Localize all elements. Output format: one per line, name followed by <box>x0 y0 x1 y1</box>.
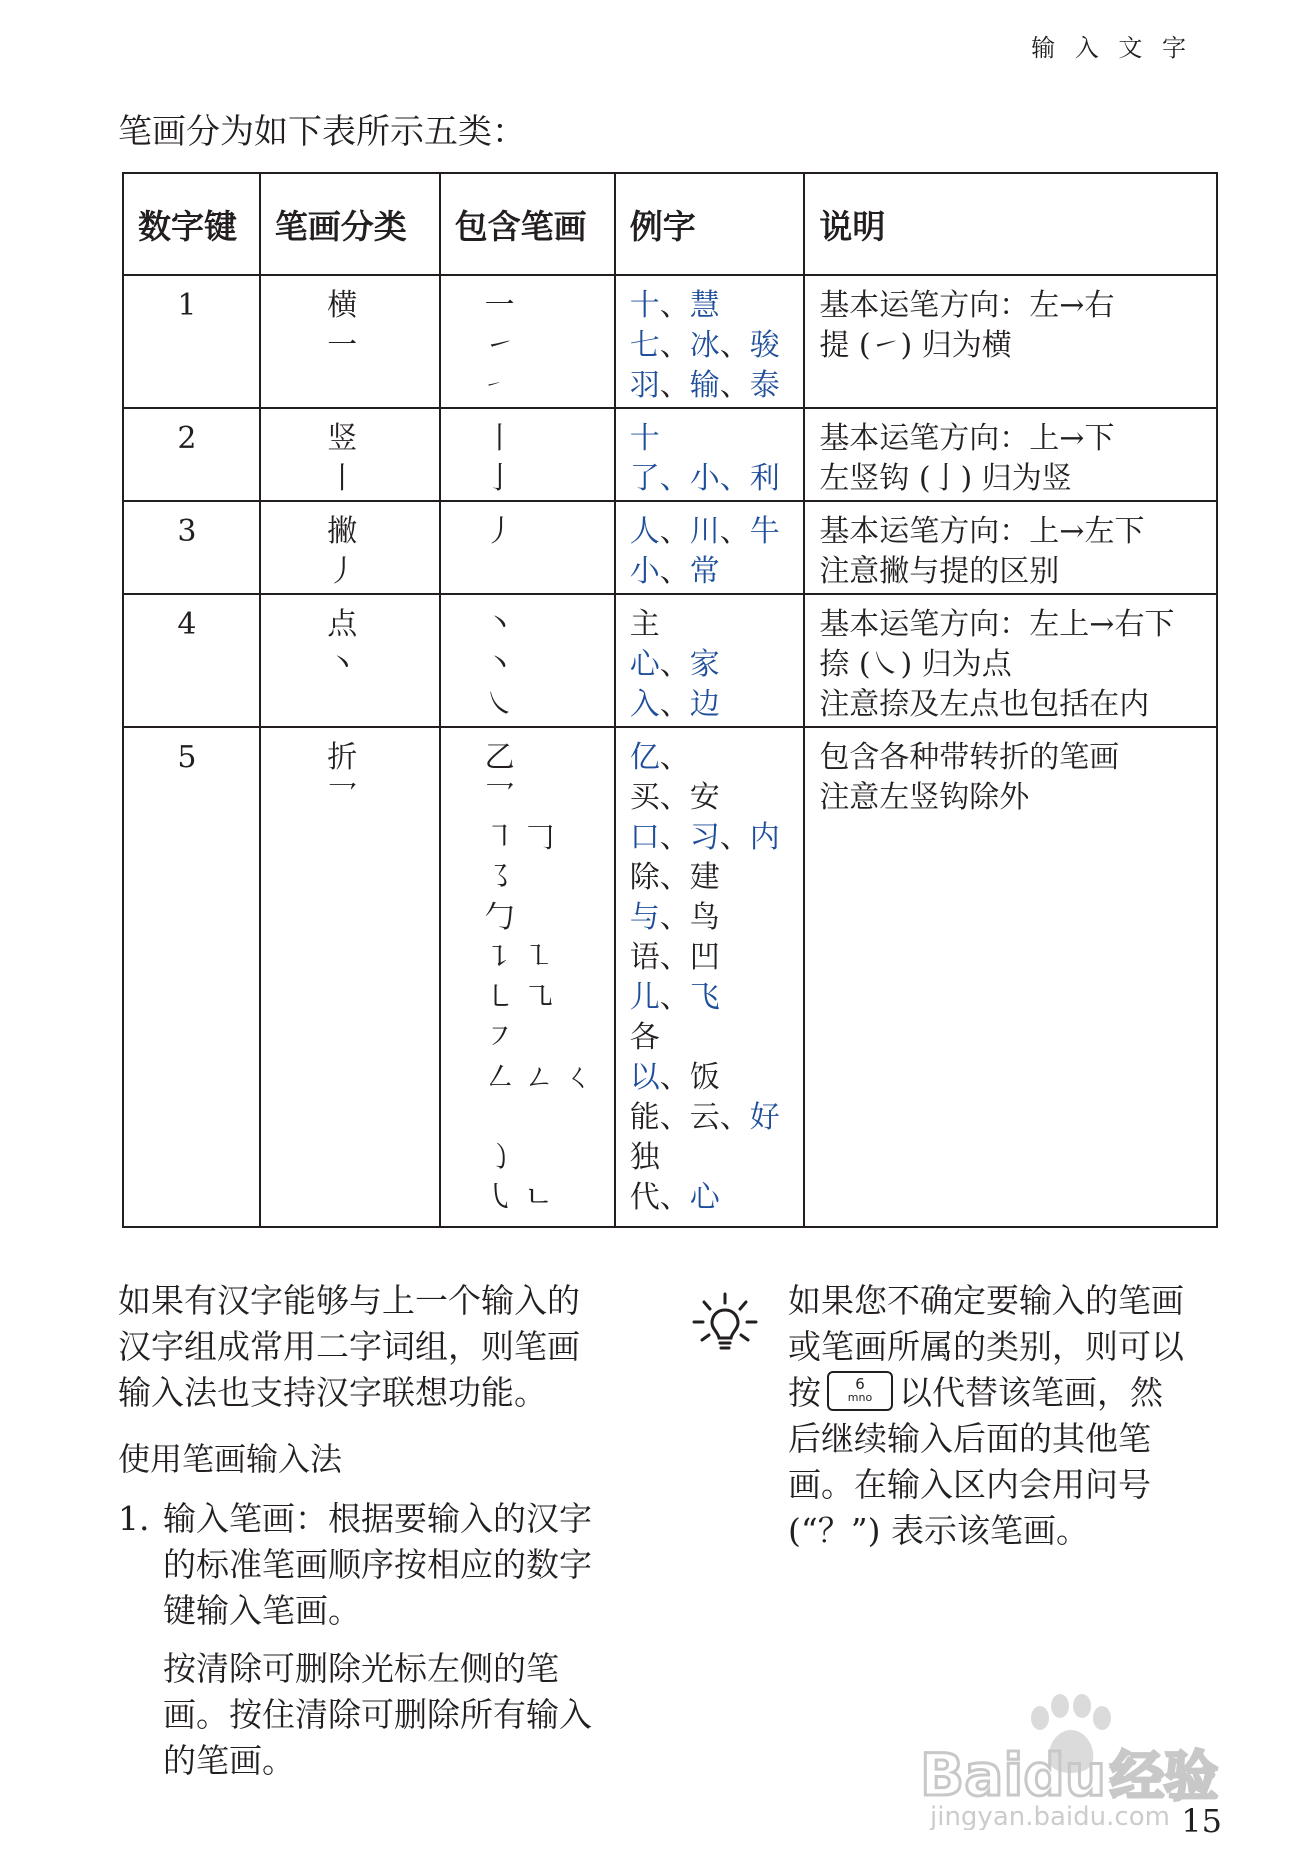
key-6-icon: 6 mno <box>827 1371 893 1411</box>
header-cell: 笔画分类 <box>260 173 440 275</box>
note-line: 包含各种带转折的笔画 <box>819 740 1120 775</box>
stroke: ㇊ ㇅ <box>484 940 555 975</box>
category-stroke: 丨 <box>327 461 358 496</box>
example-line: 以、饭 <box>629 1060 720 1095</box>
clear-key-label: 清除 <box>295 1695 361 1734</box>
note-line: 基本运笔方向：左上→右下 <box>819 607 1175 642</box>
example-line: 十 <box>629 421 660 456</box>
note-line: 基本运笔方向：上→下 <box>819 421 1115 456</box>
stroke: 一 <box>484 288 515 323</box>
stroke: ㇌ <box>484 860 515 895</box>
paragraph <box>118 1278 648 1416</box>
text-line: (“？”) 表示该笔画。 <box>788 1511 1089 1550</box>
stroke: ㇀ <box>484 375 503 396</box>
text-line: 画。按住清除可删除所有输入 <box>163 1695 592 1734</box>
text-line: 按清除可删除光标左侧的笔 <box>163 1649 559 1688</box>
note-line: 注意撇与提的区别 <box>819 554 1060 589</box>
note-line: 注意捺及左点也包括在内 <box>819 687 1150 722</box>
strokes-cell <box>440 594 615 727</box>
stroke: 丶 <box>484 647 515 682</box>
key-cell: 5 <box>123 727 260 1227</box>
category-stroke: 乛 <box>327 780 358 815</box>
stroke: 亅 <box>484 461 515 496</box>
example-line: 语、凹 <box>629 940 720 975</box>
category-cell <box>260 594 440 727</box>
notes-cell <box>804 408 1217 501</box>
example-line: 心、家 <box>629 647 720 682</box>
header-cell: 例字 <box>615 173 805 275</box>
header-cell: 说明 <box>804 173 1217 275</box>
stroke: ㇕ 𠃌 <box>484 820 555 855</box>
table-row <box>123 275 1217 408</box>
example-line: 各 <box>629 1020 660 1055</box>
examples-cell <box>615 275 805 408</box>
example-line: 人、川、牛 <box>629 514 780 549</box>
category-name: 竖 <box>327 421 358 456</box>
subheading: 使用笔画输入法 <box>118 1440 343 1478</box>
text-line: 输入法也支持汉字联想功能。 <box>118 1373 547 1412</box>
note-line: 左竖钩 (亅) 归为竖 <box>819 461 1072 496</box>
text-line: 后继续输入后面的其他笔 <box>788 1419 1151 1458</box>
example-line: 入、边 <box>629 687 720 722</box>
example-line: 了、小、利 <box>629 461 780 496</box>
notes-cell <box>804 501 1217 594</box>
category-stroke: 丶 <box>327 647 358 682</box>
clear-key-label: 清除 <box>196 1649 262 1688</box>
category-stroke: 丿 <box>327 554 358 589</box>
stroke: ㇜ ㄥ ㄑ <box>484 1060 594 1095</box>
example-line: 主 <box>629 607 660 642</box>
category-name: 点 <box>327 607 358 642</box>
examples-cell <box>615 727 805 1227</box>
notes-cell <box>804 727 1217 1227</box>
category-name: 撇 <box>327 514 358 549</box>
key-cell: 2 <box>123 408 260 501</box>
text-line: 如果有汉字能够与上一个输入的 <box>118 1281 580 1320</box>
key-cell: 4 <box>123 594 260 727</box>
example-line: 独 <box>629 1140 660 1175</box>
header-cell: 包含笔画 <box>440 173 615 275</box>
stroke: ㇇ <box>484 1020 515 1055</box>
stroke: ㇏ <box>484 687 515 722</box>
examples-cell <box>615 408 805 501</box>
text-line: 键输入笔画。 <box>163 1591 361 1630</box>
stroke: 丨 <box>484 421 515 456</box>
clear-instructions <box>163 1646 648 1784</box>
text-line: 输入笔画：根据要输入的汉字 <box>163 1499 592 1538</box>
stroke: 丶 <box>484 607 515 642</box>
example-line: 代、心 <box>629 1180 720 1215</box>
stroke: 乙 <box>484 740 515 775</box>
step-number: 1. <box>118 1499 150 1538</box>
note-line: 基本运笔方向：上→左下 <box>819 514 1145 549</box>
text-line: 或笔画所属的类别，则可以 <box>788 1327 1184 1366</box>
note-line: 注意左竖钩除外 <box>819 780 1030 815</box>
lightbulb-tip-icon <box>690 1290 760 1360</box>
note-line: 捺 (㇏) 归为点 <box>819 647 1012 682</box>
category-cell <box>260 501 440 594</box>
strokes-cell <box>440 408 615 501</box>
stroke: ㇁ <box>484 1140 515 1175</box>
table-row <box>123 727 1217 1227</box>
text-line: 的笔画。 <box>163 1741 295 1780</box>
example-line: 七、冰、骏 <box>629 328 780 363</box>
header-cell: 数字键 <box>123 173 260 275</box>
stroke <box>485 1098 613 1138</box>
stroke: ㇄ ㇈ <box>484 980 555 1015</box>
svg-text:经验: 经验 <box>1110 1745 1218 1808</box>
stroke: 勹 <box>484 900 515 935</box>
stroke-table <box>122 172 1218 1228</box>
text-line: 汉字组成常用二字词组，则笔画 <box>118 1327 580 1366</box>
example-line: 除、建 <box>629 860 720 895</box>
strokes-cell <box>440 501 615 594</box>
key-cell: 3 <box>123 501 260 594</box>
table-row <box>123 594 1217 727</box>
strokes-cell <box>440 727 615 1227</box>
step-text <box>163 1496 648 1634</box>
note-line: 基本运笔方向：左→右 <box>819 288 1115 323</box>
example-line: 儿、飞 <box>629 980 720 1015</box>
key-cell: 1 <box>123 275 260 408</box>
stroke: ㇂ ㄴ <box>484 1180 554 1215</box>
example-line: 口、习、内 <box>629 820 780 855</box>
text-line: 画。在输入区内会用问号 <box>788 1465 1151 1504</box>
stroke: ㇀ <box>484 328 515 363</box>
intro-text: 笔画分为如下表所示五类： <box>118 112 526 152</box>
text-line: 按 6 mno 以代替该笔画，然 <box>788 1373 1163 1412</box>
examples-cell <box>615 501 805 594</box>
notes-cell <box>804 594 1217 727</box>
stroke: 丿 <box>484 514 515 549</box>
category-stroke: 一 <box>327 328 358 363</box>
table-header-row <box>123 173 1217 275</box>
example-line: 能、云、好 <box>629 1100 780 1135</box>
page-number: 15 <box>1181 1802 1222 1840</box>
step-item <box>118 1496 648 1634</box>
category-cell <box>260 408 440 501</box>
category-name: 折 <box>327 740 358 775</box>
example-line: 亿、 <box>629 740 690 775</box>
strokes-cell <box>440 275 615 408</box>
example-line: 与、鸟 <box>629 900 720 935</box>
category-cell <box>260 727 440 1227</box>
text-line: 如果您不确定要输入的笔画 <box>788 1281 1184 1320</box>
svg-text:jingyan.baidu.com: jingyan.baidu.com <box>930 1802 1170 1830</box>
stroke: 乛 <box>484 780 515 815</box>
right-column <box>788 1278 1248 1554</box>
example-line: 十、慧 <box>629 288 720 323</box>
example-line: 买、安 <box>629 780 720 815</box>
example-line: 小、常 <box>629 554 720 589</box>
left-column <box>118 1278 648 1784</box>
table-row <box>123 501 1217 594</box>
notes-cell <box>804 275 1217 408</box>
table-row <box>123 408 1217 501</box>
running-header: 输 入 文 字 <box>1031 34 1192 62</box>
category-cell <box>260 275 440 408</box>
svg-text:Baidu: Baidu <box>920 1741 1107 1809</box>
category-name: 横 <box>327 288 358 323</box>
example-line: 羽、输、泰 <box>629 368 780 403</box>
examples-cell <box>615 594 805 727</box>
note-line: 提 (㇀) 归为横 <box>819 328 1012 363</box>
text-line: 的标准笔画顺序按相应的数字 <box>163 1545 592 1584</box>
